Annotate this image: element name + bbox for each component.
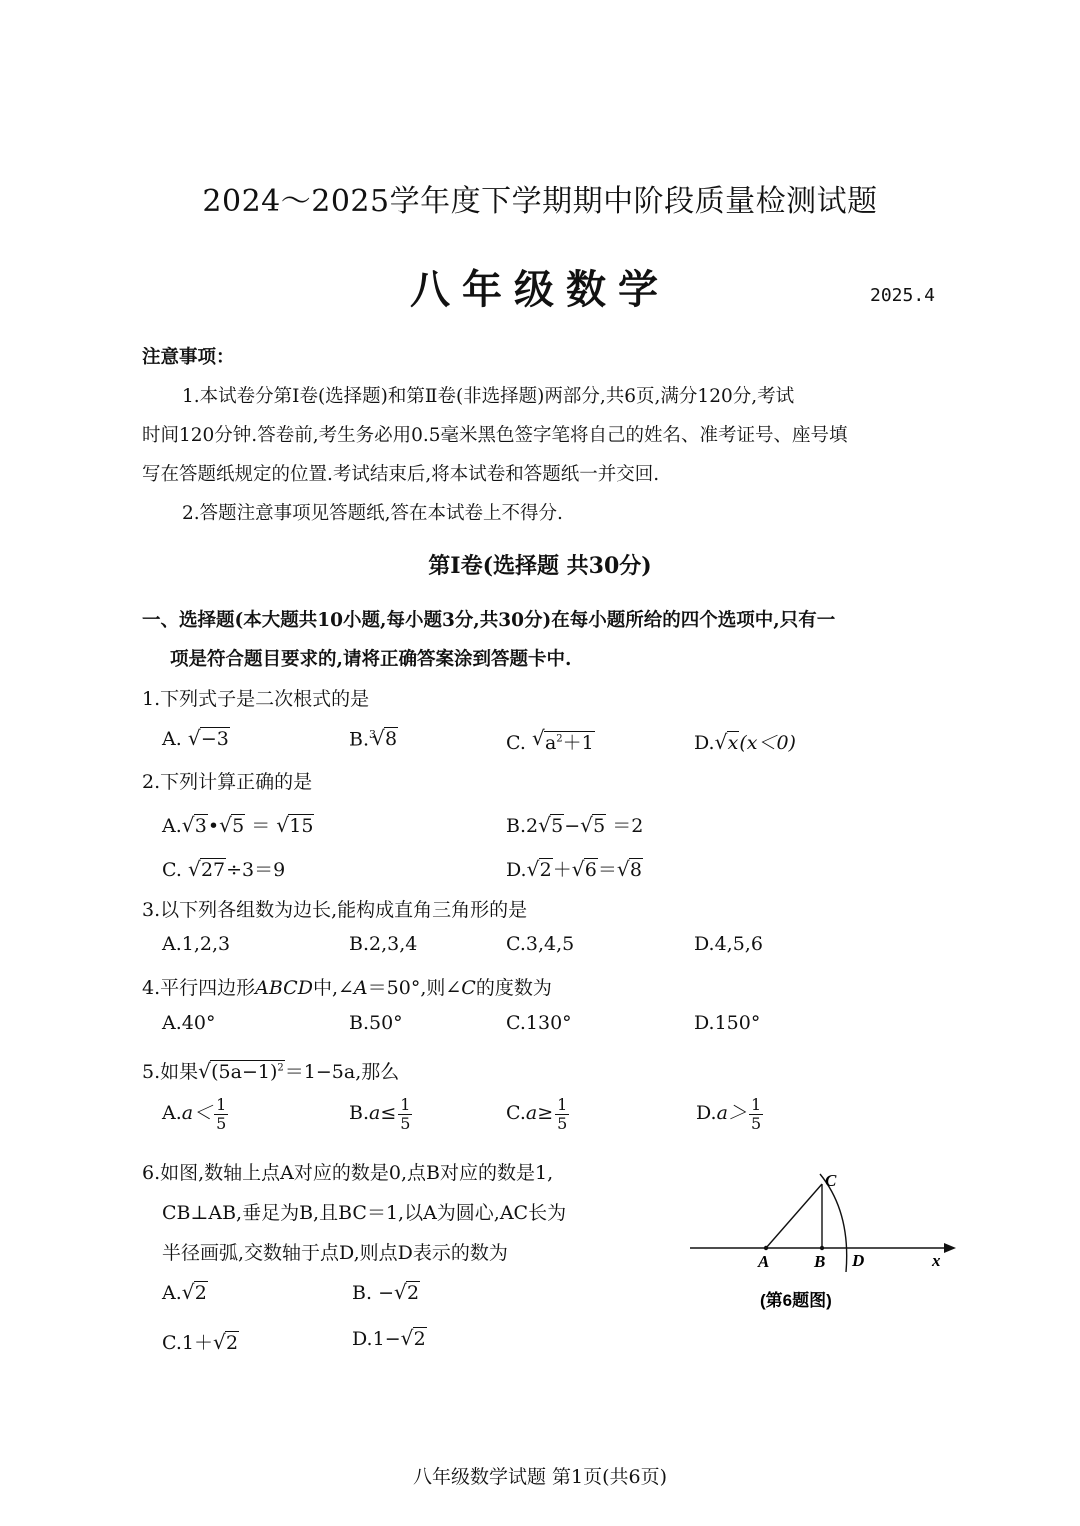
label-x: x <box>932 1251 941 1270</box>
q1-stem: 1.下列式子是二次根式的是 <box>142 688 370 710</box>
page-footer: 八年级数学试题 第1页(共6页) <box>412 1466 668 1488</box>
q4-option-a: A.40° <box>162 1012 216 1034</box>
label-d: D <box>852 1251 865 1270</box>
q5-option-b: B.a≤ $\frac{1}{5}$ <box>349 1095 411 1133</box>
q4-option-b: B.50° <box>349 1012 403 1034</box>
label-b: B <box>814 1252 826 1271</box>
segment-ac <box>766 1184 822 1248</box>
section-instruction-1: 一、选择题(本大题共10小题,每小题3分,共30分)在每小题所给的四个选项中,只有一 <box>142 610 836 631</box>
q5-option-d: D.a＞ $\frac{1}{5}$ <box>696 1095 762 1133</box>
q2-stem: 2.下列计算正确的是 <box>142 771 313 793</box>
label-a: A <box>758 1252 770 1271</box>
q3-option-c: C.3,4,5 <box>506 933 575 955</box>
notice-line-3: 写在答题纸规定的位置.考试结束后,将本试卷和答题纸一并交回. <box>142 464 660 485</box>
q6-option-b: B. −√ 2 <box>352 1282 420 1304</box>
q1-option-c: C. √ $a^2+1$ <box>506 728 595 755</box>
q3-option-d: D.4,5,6 <box>694 933 763 955</box>
q2-option-b: B.2√ 5−√ 5 ＝2 <box>506 811 643 838</box>
notice-line-1: 1.本试卷分第Ⅰ卷(选择题)和第Ⅱ卷(非选择题)两部分,共6页,满分120分,考试 <box>182 386 795 407</box>
label-c: C <box>825 1171 837 1190</box>
axis-arrow-icon <box>944 1243 956 1253</box>
q6-option-c: C.1＋√ 2 <box>162 1328 239 1355</box>
q4-option-d: D.150° <box>694 1012 761 1034</box>
figure-caption: (第6题图) <box>760 1291 832 1310</box>
q3-option-a: A.1,2,3 <box>162 933 231 955</box>
section-heading: 第Ⅰ卷(选择题 共30分) <box>428 553 652 579</box>
q6-stem-line-1: 6.如图,数轴上点A对应的数是0,点B对应的数是1, <box>142 1162 554 1184</box>
q2-option-c: C. √ 27÷3＝9 <box>162 855 285 882</box>
subject-title: 八年级数学 <box>410 266 670 313</box>
q5-option-c: C.a≥ $\frac{1}{5}$ <box>506 1095 568 1133</box>
section-instruction-2: 项是符合题目要求的,请将正确答案涂到答题卡中. <box>170 649 572 670</box>
point-b <box>820 1246 824 1250</box>
q3-stem: 3.以下列各组数为边长,能构成直角三角形的是 <box>142 899 528 921</box>
q2-option-a: A.√ 3•√ 5 ＝ √ 15 <box>162 811 314 838</box>
q6-option-d: D.1−√ 2 <box>352 1328 427 1350</box>
q1-option-d: D.√ x(x＜0) <box>694 728 796 755</box>
point-a <box>764 1246 768 1250</box>
notice-heading: 注意事项： <box>142 347 235 368</box>
q3-option-b: B.2,3,4 <box>349 933 418 955</box>
notice-line-2: 时间120分钟.答卷前,考生务必用0.5毫米黑色签字笔将自己的姓名、准考证号、座号填 <box>142 425 848 446</box>
q2-option-d: D.√ 2＋√ 6＝√ 8 <box>506 855 643 882</box>
q1-option-a: A. √ −3 <box>162 728 230 750</box>
notice-line-4: 2.答题注意事项见答题纸,答在本试卷上不得分. <box>182 503 563 524</box>
q6-figure <box>680 1160 960 1320</box>
q6-stem-line-3: 半径画弧,交数轴于点D,则点D表示的数为 <box>162 1242 508 1264</box>
q6-stem-line-2: CB⊥AB,垂足为B,且BC＝1,以A为圆心,AC长为 <box>162 1202 567 1224</box>
q5-option-a: A.a＜ $\frac{1}{5}$ <box>162 1095 227 1133</box>
q4-stem: 4.平行四边形ABCD中,∠A＝50°,则∠C的度数为 <box>142 977 552 999</box>
exam-date: 2025.4 <box>870 285 936 306</box>
exam-title: 2024～2025学年度下学期期中阶段质量检测试题 <box>202 184 878 219</box>
q5-stem: 5.如果√ $(5a-1)^2=1-5a$,那么 <box>142 1057 399 1084</box>
q4-option-c: C.130° <box>506 1012 572 1034</box>
q6-option-a: A.√ 2 <box>162 1282 208 1304</box>
q1-option-b: B.$^3$√ 8 <box>349 728 398 750</box>
